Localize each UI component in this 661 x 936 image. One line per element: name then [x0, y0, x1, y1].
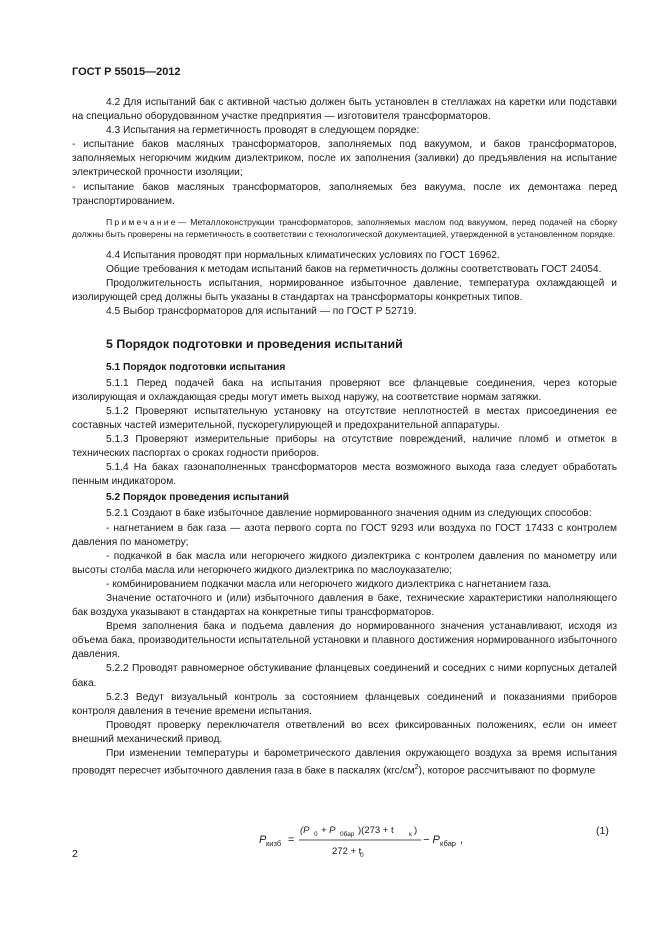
paragraph-4-5: 4.5 Выбор трансформаторов для испытаний — по ГОСТ Р 52719. [106, 306, 417, 318]
document-body [72, 96, 617, 779]
paragraph-4-3: 4.3 Испытания на герметичность проводят в следующем порядке: [106, 125, 420, 137]
formula-num-sub-k: к [409, 831, 412, 838]
list-item: - подкачкой в бак масла или негорючего жидкого диэлектрика с контролем давления по манометру или высоты столба масла или негорючего жидкого диэлектрика по маслоуказателю; [72, 550, 617, 576]
paragraph: Проводят проверку переключателя ответвлений во всех фиксированных положениях, если он имеет внешний механический привод. [72, 719, 617, 745]
formula-den: 272 + t [332, 846, 362, 857]
section-heading-5: 5 Порядок подготовки и проведения испытаний [106, 337, 403, 352]
formula-num-open: (P [300, 825, 310, 836]
list-item: - испытание баков масляных трансформаторов, заполняемых под вакуумом, и баков трансформаторов, заполняемых негорючим жидким диэлектриком, после их заполнения (заливки) до предъявления на испытание электрической прочности изоляции; [72, 139, 617, 179]
formula-rhs-sub: кбар [440, 839, 456, 848]
formula-num-plus: + P [321, 825, 336, 836]
paragraph-5-1-4: 5.1.4 На баках газонаполненных трансформаторов места возможного выхода газа следует обработать пенным индикатором. [72, 462, 617, 488]
formula-lhs: P [259, 834, 267, 846]
page-number: 2 [72, 848, 78, 860]
list-item: - нагнетанием в бак газа — азота первого сорта по ГОСТ 9293 или воздуха по ГОСТ 17433 с контролем давления по манометру; [72, 522, 617, 548]
paragraph: Общие требования к методам испытаний баков на герметичность должны соответствовать ГОСТ 24054. [106, 264, 602, 276]
paragraph-4-4: 4.4 Испытания проводят при нормальных климатических условиях по ГОСТ 16962. [106, 249, 500, 261]
paragraph-5-2-3: 5.2.3 Ведут визуальный контроль за состоянием фланцевых соединений и показаниями приборов контроля давления в течение времени испытания. [72, 691, 617, 717]
paragraph: Продолжительность испытания, нормированное избыточное давление, температура охлаждающей и изолирующей сред должны быть указаны в стандартах на трансформаторы конкретных типов. [72, 278, 617, 304]
paragraph: Значение остаточного и (или) избыточного давления в баке, технические характеристики наполняющего бак воздуха указывают в стандартах на конкретные типы трансформаторов. [72, 593, 617, 619]
formula-num-sub0: 0 [314, 831, 318, 838]
note-label: Примечание [106, 216, 178, 227]
formula-den-sub: 0 [360, 852, 364, 859]
formula-equals: = [288, 834, 295, 846]
formula-number: (1) [596, 825, 609, 837]
formula-num-mid: )(273 + t [358, 825, 394, 836]
paragraph-5-2-1: 5.2.1 Создают в баке избыточное давление нормированного значения одним из следующих способов: [106, 508, 592, 520]
paragraph: Время заполнения бака и подъема давления до нормированного значения устанавливают, исходя из объема бака, производительности испытательной установки и плавного достижения нормированного избыточного давления. [72, 621, 617, 661]
superscript: 2 [414, 764, 419, 772]
formula-comma: , [460, 834, 464, 846]
paragraph-text: При изменении температуры и барометрического давления окружающего воздуха за время испытания проводят пересчет избыточного давления газа в баке в паскалях (кгс/см [72, 748, 617, 777]
subsection-heading-5-2: 5.2 Порядок проведения испытаний [106, 492, 290, 504]
note-text: — Металлоконструкции трансформаторов, заполняемых маслом под вакуумом, перед подачей на сборку должны быть проверены на герметичность в соответствии с технологической документацией, утвержденной в установленном порядке. [72, 216, 617, 240]
note [72, 216, 617, 241]
paragraph-4-2: 4.2 Для испытаний бак с активной частью должен быть установлен в стеллажах на каретки или подставки на специально оборудованном участке предприятия — изготовителя трансформаторов. [72, 97, 617, 123]
formula-lhs-sub: кизб [266, 839, 282, 848]
paragraph-5-1-1: 5.1.1 Перед подачей бака на испытания проверяют все фланцевые соединения, через которые изолирующая и охлаждающая среды могут иметь выход наружу, на соответствие нормам затяжки. [72, 377, 617, 403]
paragraph-5-1-2: 5.1.2 Проверяют испытательную установку на отсутствие неплотностей в местах присоединения ее составных частей измерительной, пускорегулирующей и предохранительной аппаратуры. [72, 405, 617, 431]
formula-num-sub-obar: 0бар [340, 831, 355, 838]
paragraph-text: ), которое рассчитывают по формуле [418, 765, 596, 777]
paragraph [72, 747, 617, 779]
list-item: - испытание баков масляных трансформаторов, заполняемых без вакуума, после их демонтажа перед транспортированием. [72, 181, 617, 207]
subsection-heading-5-1: 5.1 Порядок подготовки испытания [106, 361, 286, 373]
formula-num-close: ) [414, 825, 418, 836]
paragraph-5-1-3: 5.1.3 Проверяют измерительные приборы на отсутствие повреждений, наличие пломб и отметок в технических паспортах о сроках годности приборов. [72, 433, 617, 460]
paragraph-5-2-2: 5.2.2 Проводят равномерное обстукивание фланцевых соединений и соседних с ними корпусных деталей бака. [72, 663, 617, 689]
list-item: - комбинированием подкачки масла или негорючего жидкого диэлектрика с нагнетанием газа. [106, 578, 552, 590]
document-header: ГОСТ Р 55015—2012 [72, 66, 181, 78]
formula-minus: − P [423, 834, 440, 846]
